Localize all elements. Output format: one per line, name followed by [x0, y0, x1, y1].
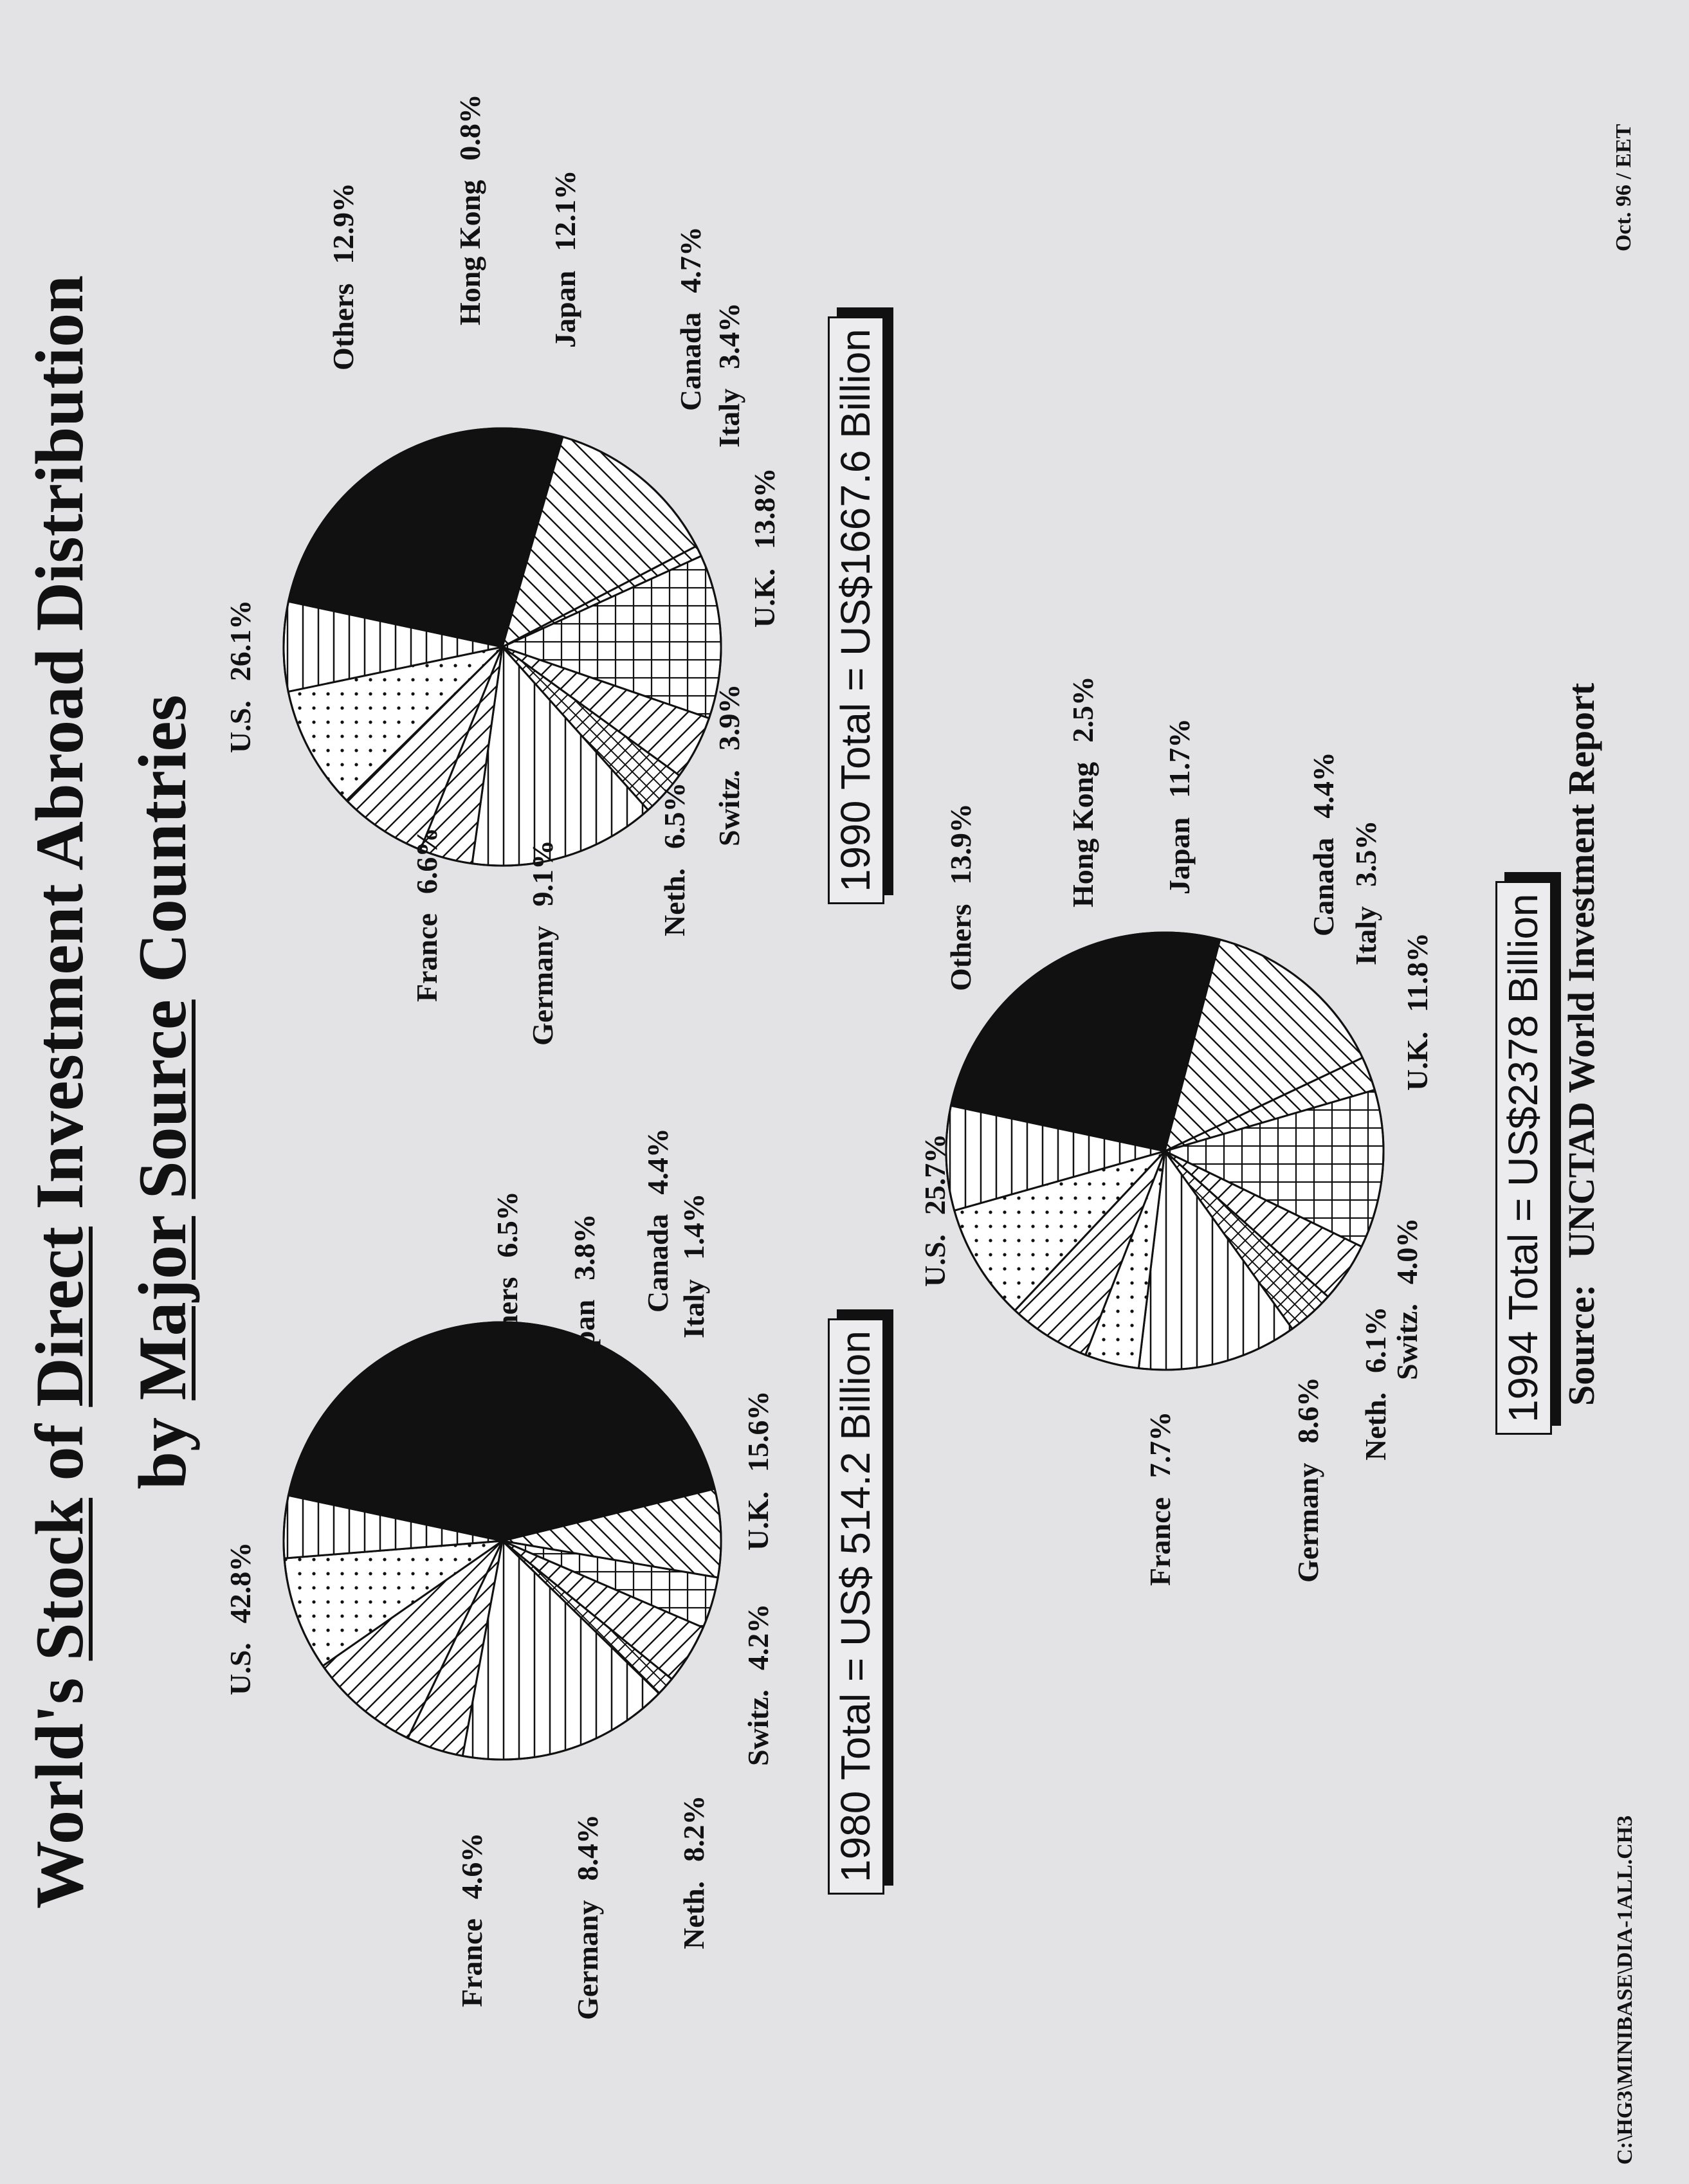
label-name: U.S. — [224, 1643, 257, 1695]
subtitle-part: by — [125, 1400, 200, 1489]
label-others-1990 — [329, 183, 358, 370]
label-value: 12.1% — [549, 170, 581, 251]
label-value: 8.6% — [1292, 1376, 1324, 1444]
label-hongkong-1990 — [455, 94, 485, 325]
label-value: 13.8% — [748, 468, 781, 549]
label-name: U.K. — [1401, 1032, 1434, 1091]
label-italy-1994 — [1351, 821, 1381, 966]
label-italy-1980 — [679, 1194, 709, 1339]
label-value: 6.1% — [1359, 1306, 1392, 1373]
title-part: Investment Abroad Distribution — [22, 275, 97, 1227]
label-value: 8.4% — [571, 1814, 604, 1881]
label-name: Switz. — [1391, 1304, 1423, 1380]
label-value: 15.6% — [742, 1390, 774, 1472]
label-name: Japan — [568, 1299, 601, 1377]
label-value: 3.9% — [713, 684, 745, 751]
label-japan-1980 — [570, 1214, 599, 1377]
label-name: Hong Kong — [1066, 761, 1099, 907]
label-name: Others — [944, 904, 977, 991]
label-france-1990 — [412, 828, 442, 1002]
page-subtitle — [125, 0, 200, 2184]
file-path: C:\HG3\MINIBASE\DIA-1ALL.CH3 — [1613, 1815, 1637, 2165]
label-value: 6.6% — [410, 827, 443, 895]
label-others-1994 — [946, 803, 976, 991]
label-us-1980 — [226, 1542, 255, 1695]
label-name: France — [455, 1918, 488, 2007]
label-value: 2.5% — [1066, 676, 1099, 743]
subtitle-part — [125, 1199, 200, 1216]
pie-chart-1980 — [264, 1303, 740, 1779]
label-name: Japan — [549, 270, 581, 348]
label-canada-1994 — [1309, 752, 1338, 936]
label-value: 4.6% — [455, 1832, 488, 1900]
label-value: 4.0% — [1391, 1217, 1423, 1285]
label-uk-1994 — [1403, 933, 1432, 1091]
label-name: Switz. — [713, 770, 745, 846]
label-name: U.S. — [224, 700, 257, 753]
total-box-1980: 1980 Total = US$ 514.2 Billion — [828, 1318, 884, 1895]
title-part-stock: Stock — [22, 1498, 97, 1661]
label-name: Others — [327, 283, 360, 370]
title-part-direct: Direct — [22, 1226, 97, 1407]
label-name: Hong Kong — [453, 179, 486, 325]
label-japan-1990 — [551, 170, 580, 348]
label-value: 1.4% — [677, 1193, 710, 1260]
label-name: France — [410, 913, 443, 1002]
label-uk-1980 — [744, 1391, 773, 1551]
pie-chart-1994 — [927, 913, 1403, 1389]
label-germany-1980 — [573, 1814, 603, 2020]
label-name: Italy — [1349, 906, 1382, 965]
label-switz-1990 — [715, 684, 744, 846]
page-title — [22, 0, 97, 2184]
label-value: 12.9% — [327, 183, 360, 264]
label-others-1980 — [493, 1191, 522, 1364]
label-value: 4.7% — [674, 226, 707, 293]
title-part: World's — [22, 1661, 97, 1909]
label-value: 3.8% — [568, 1214, 601, 1280]
label-name: U.K. — [748, 569, 781, 628]
label-name: Italy — [713, 388, 745, 448]
title-part: of — [22, 1406, 97, 1498]
label-value: 4.2% — [742, 1603, 774, 1671]
label-us-1990 — [226, 600, 255, 753]
label-value: 11.7% — [1163, 718, 1196, 798]
label-value: 3.5% — [1349, 820, 1382, 887]
label-name: Canada — [1307, 837, 1340, 936]
subtitle-part-source: Source — [125, 999, 200, 1199]
label-name: Germany — [526, 925, 559, 1046]
label-japan-1994 — [1165, 718, 1194, 895]
label-name: U.K. — [742, 1491, 774, 1551]
label-name: Germany — [571, 1900, 604, 2020]
label-name: U.S. — [918, 1234, 951, 1287]
total-box-1994: 1994 Total = US$2378 Billion — [1495, 881, 1552, 1435]
label-france-1980 — [457, 1833, 487, 2007]
source-note — [1560, 682, 1602, 1406]
label-canada-1980 — [643, 1128, 673, 1313]
label-value: 7.7% — [1144, 1411, 1176, 1479]
label-name: Switz. — [742, 1689, 774, 1766]
label-germany-1994 — [1293, 1377, 1323, 1583]
label-uk-1990 — [750, 468, 780, 628]
label-name: Neth. — [658, 868, 691, 936]
label-value: 13.9% — [944, 803, 977, 885]
label-name: Neth. — [1359, 1392, 1392, 1461]
label-name: Canada — [674, 312, 707, 411]
label-hongkong-1994 — [1068, 676, 1098, 907]
label-value: 0.8% — [453, 94, 486, 161]
label-name: Italy — [677, 1279, 710, 1338]
label-name: Germany — [1292, 1462, 1324, 1583]
label-germany-1990 — [528, 840, 558, 1046]
label-name: Japan — [1163, 817, 1196, 895]
label-switz-1994 — [1392, 1218, 1422, 1380]
label-us-1994 — [920, 1134, 950, 1287]
label-neth-1994 — [1361, 1306, 1391, 1461]
label-value: 4.4% — [1307, 752, 1340, 819]
label-value: 4.4% — [641, 1128, 674, 1195]
label-value: 26.1% — [224, 599, 257, 682]
subtitle-part-major: Major — [125, 1215, 200, 1401]
label-name: Canada — [641, 1214, 674, 1313]
source-label: Source: — [1560, 1284, 1602, 1406]
label-neth-1980 — [679, 1795, 709, 1949]
total-box-1990: 1990 Total = US$1667.6 Billion — [828, 316, 884, 904]
label-value: 6.5% — [658, 782, 691, 849]
label-value: 3.4% — [713, 302, 745, 369]
label-value: 11.8% — [1401, 933, 1434, 1012]
subtitle-part: Countries — [125, 695, 200, 1000]
label-name: France — [1144, 1497, 1176, 1586]
label-name: Neth. — [677, 1880, 710, 1949]
label-switz-1980 — [744, 1604, 773, 1766]
doc-code: Oct. 96 / EET — [1612, 123, 1636, 251]
label-value: 6.5% — [491, 1191, 524, 1258]
label-value: 8.2% — [677, 1795, 710, 1862]
label-name: Others — [491, 1277, 524, 1364]
label-value: 25.7% — [918, 1133, 951, 1215]
label-canada-1990 — [676, 226, 706, 411]
label-italy-1990 — [715, 303, 744, 448]
label-value: 42.8% — [224, 1542, 257, 1624]
label-neth-1990 — [660, 782, 689, 936]
label-france-1994 — [1146, 1412, 1175, 1586]
label-value: 9.1% — [526, 839, 559, 907]
source-text: UNCTAD World Investment Report — [1560, 682, 1602, 1259]
